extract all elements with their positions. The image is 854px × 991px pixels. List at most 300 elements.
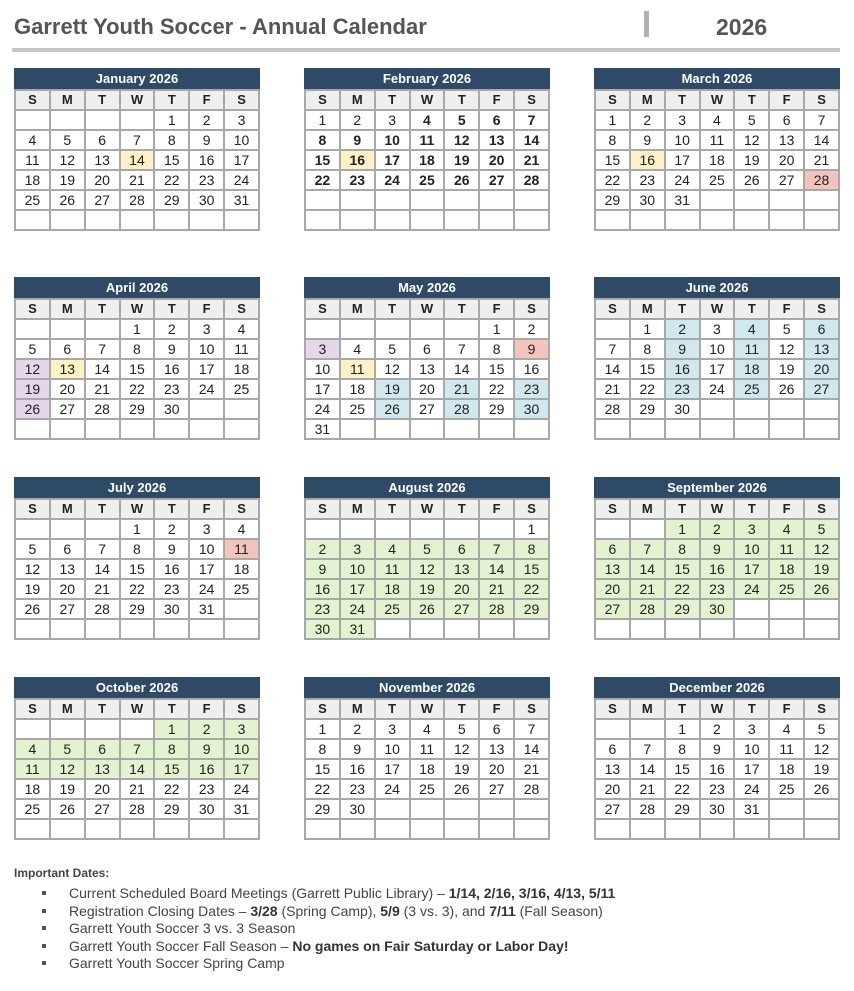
empty-cell (189, 819, 224, 839)
day-cell: 14 (630, 559, 665, 579)
empty-cell (375, 799, 410, 819)
day-cell: 16 (514, 359, 549, 379)
day-cell: 6 (85, 130, 120, 150)
day-cell: 9 (340, 130, 375, 150)
weekday-label: T (444, 299, 479, 319)
day-cell: 6 (479, 719, 514, 739)
empty-cell (769, 619, 804, 639)
empty-cell (189, 210, 224, 230)
empty-cell (120, 419, 155, 439)
weekday-label: F (769, 699, 804, 719)
day-cell: 27 (50, 599, 85, 619)
day-cell: 8 (630, 339, 665, 359)
weekday-label: F (769, 499, 804, 519)
day-cell: 14 (514, 130, 549, 150)
day-cell: 6 (410, 339, 445, 359)
empty-cell (665, 210, 700, 230)
week-row (305, 739, 549, 759)
day-cell: 10 (700, 339, 735, 359)
day-cell: 23 (630, 170, 665, 190)
day-cell: 7 (514, 110, 549, 130)
week-row (595, 599, 839, 619)
empty-cell (305, 210, 340, 230)
empty-cell (375, 210, 410, 230)
empty-cell (15, 619, 50, 639)
day-cell: 2 (514, 319, 549, 339)
day-cell: 13 (50, 559, 85, 579)
day-cell: 9 (630, 130, 665, 150)
weekday-label: S (224, 299, 259, 319)
weekday-header-row (305, 90, 549, 110)
day-cell: 24 (189, 579, 224, 599)
legend-text: 1/14, 2/16, 3/16, 4/13, 5/11 (448, 885, 616, 901)
day-cell: 2 (189, 110, 224, 130)
empty-cell (375, 619, 410, 639)
day-cell: 4 (769, 719, 804, 739)
day-cell: 23 (700, 579, 735, 599)
day-cell: 27 (595, 799, 630, 819)
week-row (305, 579, 549, 599)
day-cell: 9 (514, 339, 549, 359)
empty-cell (700, 399, 735, 419)
empty-cell (305, 319, 340, 339)
day-cell: 16 (189, 759, 224, 779)
empty-cell (154, 210, 189, 230)
legend-text: 5/9 (380, 902, 400, 919)
empty-cell (665, 419, 700, 439)
day-cell: 14 (804, 130, 839, 150)
weekday-label: W (120, 299, 155, 319)
empty-cell (375, 419, 410, 439)
day-cell: 25 (734, 379, 769, 399)
day-cell: 12 (444, 130, 479, 150)
day-cell: 23 (189, 779, 224, 799)
month-calendar (594, 277, 840, 440)
day-cell: 11 (375, 559, 410, 579)
day-cell: 17 (189, 359, 224, 379)
empty-cell (734, 399, 769, 419)
day-cell: 18 (700, 150, 735, 170)
week-row (305, 110, 549, 130)
day-cell: 10 (224, 739, 259, 759)
day-cell: 3 (375, 110, 410, 130)
week-row (305, 319, 549, 339)
legend-text: (Fall Season) (515, 902, 603, 919)
empty-cell (665, 819, 700, 839)
bullet-icon (42, 891, 46, 895)
empty-cell (804, 419, 839, 439)
empty-cell (50, 719, 85, 739)
day-cell: 16 (189, 150, 224, 170)
empty-cell (375, 190, 410, 210)
weekday-label: F (479, 699, 514, 719)
week-row (305, 210, 549, 230)
week-row (305, 399, 549, 419)
day-cell: 16 (340, 759, 375, 779)
day-cell: 14 (514, 739, 549, 759)
day-cell: 9 (154, 339, 189, 359)
day-cell: 15 (120, 359, 155, 379)
month-title: August 2026 (304, 477, 550, 498)
day-cell: 12 (804, 539, 839, 559)
day-cell: 24 (734, 579, 769, 599)
day-cell: 18 (410, 150, 445, 170)
empty-cell (734, 619, 769, 639)
day-cell: 18 (224, 359, 259, 379)
empty-cell (410, 210, 445, 230)
weekday-label: S (595, 299, 630, 319)
day-cell: 5 (375, 339, 410, 359)
day-cell: 4 (340, 339, 375, 359)
week-row (595, 559, 839, 579)
empty-cell (15, 519, 50, 539)
weekday-label: M (630, 699, 665, 719)
empty-cell (120, 719, 155, 739)
week-row (595, 150, 839, 170)
day-cell: 3 (734, 519, 769, 539)
day-cell: 29 (305, 799, 340, 819)
empty-cell (50, 210, 85, 230)
empty-cell (340, 419, 375, 439)
bullet-icon (42, 926, 46, 930)
weekday-label: M (340, 499, 375, 519)
day-cell: 17 (375, 759, 410, 779)
day-cell: 13 (595, 559, 630, 579)
week-row (305, 599, 549, 619)
day-cell: 8 (154, 739, 189, 759)
month-title: December 2026 (594, 677, 840, 698)
weekday-header-row (595, 90, 839, 110)
weekday-header-row (15, 90, 259, 110)
day-cell: 13 (444, 559, 479, 579)
empty-cell (375, 319, 410, 339)
day-cell: 10 (375, 739, 410, 759)
day-cell: 5 (804, 519, 839, 539)
day-cell: 22 (120, 379, 155, 399)
weekday-label: M (630, 299, 665, 319)
day-cell: 16 (700, 559, 735, 579)
empty-cell (804, 799, 839, 819)
weekday-label: S (15, 499, 50, 519)
empty-cell (85, 419, 120, 439)
day-cell: 21 (630, 579, 665, 599)
weekday-label: S (514, 699, 549, 719)
empty-cell (630, 419, 665, 439)
week-row (305, 559, 549, 579)
day-cell: 29 (665, 599, 700, 619)
day-cell: 17 (375, 150, 410, 170)
day-cell: 6 (804, 319, 839, 339)
day-cell: 11 (769, 739, 804, 759)
day-cell: 13 (85, 150, 120, 170)
week-row (305, 190, 549, 210)
day-cell: 20 (595, 579, 630, 599)
weekday-label: W (700, 90, 735, 110)
legend-text: 3/28 (250, 902, 278, 919)
month-title: November 2026 (304, 677, 550, 698)
day-cell: 27 (444, 599, 479, 619)
day-cell: 2 (340, 110, 375, 130)
day-cell: 8 (479, 339, 514, 359)
week-row (15, 739, 259, 759)
empty-cell (444, 819, 479, 839)
day-cell: 20 (479, 759, 514, 779)
day-cell: 29 (120, 399, 155, 419)
week-row (595, 190, 839, 210)
day-cell: 30 (514, 399, 549, 419)
empty-cell (804, 619, 839, 639)
weekday-label: F (189, 699, 224, 719)
weekday-label: S (514, 499, 549, 519)
empty-cell (595, 319, 630, 339)
day-cell: 10 (189, 339, 224, 359)
month-calendar (14, 68, 260, 231)
day-cell: 26 (15, 399, 50, 419)
weekday-label: T (665, 299, 700, 319)
day-cell: 30 (154, 599, 189, 619)
day-cell: 28 (804, 170, 839, 190)
weekday-label: S (305, 299, 340, 319)
day-cell: 22 (154, 779, 189, 799)
day-cell: 21 (804, 150, 839, 170)
day-cell: 6 (769, 110, 804, 130)
empty-cell (340, 519, 375, 539)
day-cell: 28 (85, 399, 120, 419)
weekday-label: W (700, 299, 735, 319)
empty-cell (85, 619, 120, 639)
empty-cell (769, 419, 804, 439)
empty-cell (630, 519, 665, 539)
week-row (305, 170, 549, 190)
day-cell: 24 (734, 779, 769, 799)
day-cell: 3 (189, 319, 224, 339)
month-title: February 2026 (304, 68, 550, 89)
day-cell: 8 (595, 130, 630, 150)
day-cell: 24 (224, 779, 259, 799)
empty-cell (479, 519, 514, 539)
day-cell: 7 (85, 539, 120, 559)
week-row (595, 759, 839, 779)
day-cell: 12 (50, 759, 85, 779)
weekday-header-row (305, 699, 549, 719)
weekday-label: T (444, 699, 479, 719)
empty-cell (700, 419, 735, 439)
day-cell: 9 (189, 739, 224, 759)
bullet-icon (42, 909, 46, 913)
day-cell: 15 (305, 150, 340, 170)
weekday-header-row (305, 499, 549, 519)
week-row (305, 379, 549, 399)
day-cell: 3 (224, 110, 259, 130)
day-cell: 24 (375, 170, 410, 190)
empty-cell (595, 519, 630, 539)
day-cell: 16 (305, 579, 340, 599)
day-cell: 15 (595, 150, 630, 170)
day-cell: 10 (665, 130, 700, 150)
empty-cell (444, 319, 479, 339)
day-cell: 6 (595, 739, 630, 759)
day-cell: 3 (189, 519, 224, 539)
day-cell: 6 (85, 739, 120, 759)
day-cell: 27 (50, 399, 85, 419)
weekday-label: S (224, 90, 259, 110)
day-cell: 27 (410, 399, 445, 419)
empty-cell (224, 210, 259, 230)
day-cell: 13 (50, 359, 85, 379)
day-cell: 9 (665, 339, 700, 359)
empty-cell (734, 419, 769, 439)
header-rule (12, 48, 840, 52)
day-cell: 4 (734, 319, 769, 339)
important-dates-legend (40, 884, 842, 972)
weekday-label: S (804, 90, 839, 110)
day-cell: 11 (410, 130, 445, 150)
day-cell: 30 (700, 599, 735, 619)
day-cell: 28 (630, 599, 665, 619)
day-cell: 2 (154, 319, 189, 339)
week-row (15, 150, 259, 170)
day-cell: 9 (154, 539, 189, 559)
day-cell: 5 (769, 319, 804, 339)
weekday-label: S (804, 299, 839, 319)
empty-cell (85, 110, 120, 130)
empty-cell (444, 210, 479, 230)
day-cell: 8 (665, 739, 700, 759)
day-cell: 25 (224, 379, 259, 399)
empty-cell (120, 619, 155, 639)
empty-cell (224, 419, 259, 439)
day-cell: 21 (514, 759, 549, 779)
day-cell: 30 (665, 399, 700, 419)
day-cell: 23 (154, 379, 189, 399)
day-cell: 12 (15, 359, 50, 379)
day-cell: 8 (305, 130, 340, 150)
month-calendar (304, 68, 550, 231)
empty-cell (700, 619, 735, 639)
day-cell: 25 (410, 779, 445, 799)
day-cell: 10 (189, 539, 224, 559)
day-cell: 12 (50, 150, 85, 170)
empty-cell (50, 819, 85, 839)
week-row (15, 130, 259, 150)
legend-text: (3 vs. 3), and (399, 902, 490, 919)
day-cell: 8 (665, 539, 700, 559)
day-cell: 26 (804, 579, 839, 599)
week-row (15, 399, 259, 419)
day-cell: 5 (15, 539, 50, 559)
day-cell: 4 (15, 130, 50, 150)
empty-cell (804, 819, 839, 839)
weekday-label: M (630, 499, 665, 519)
legend-text: No games on Fair Saturday or Labor Day! (292, 937, 569, 954)
day-cell: 26 (734, 170, 769, 190)
day-cell: 17 (224, 759, 259, 779)
empty-cell (120, 210, 155, 230)
weekday-label: W (120, 499, 155, 519)
empty-cell (630, 210, 665, 230)
empty-cell (120, 819, 155, 839)
empty-cell (375, 519, 410, 539)
day-cell: 31 (189, 599, 224, 619)
day-cell: 10 (224, 130, 259, 150)
day-cell: 19 (769, 359, 804, 379)
day-cell: 26 (444, 170, 479, 190)
weekday-label: T (734, 699, 769, 719)
day-cell: 27 (595, 599, 630, 619)
weekday-label: F (189, 299, 224, 319)
weekday-header-row (15, 299, 259, 319)
day-cell: 4 (15, 739, 50, 759)
day-cell: 15 (154, 150, 189, 170)
week-row (15, 539, 259, 559)
day-cell: 3 (734, 719, 769, 739)
empty-cell (630, 619, 665, 639)
weekday-label: T (375, 299, 410, 319)
day-cell: 6 (444, 539, 479, 559)
month-calendar (304, 677, 550, 840)
empty-cell (595, 619, 630, 639)
day-cell: 17 (700, 359, 735, 379)
day-cell: 23 (665, 379, 700, 399)
weekday-header-row (595, 499, 839, 519)
day-cell: 17 (665, 150, 700, 170)
day-cell: 29 (120, 599, 155, 619)
day-cell: 5 (444, 110, 479, 130)
day-cell: 11 (224, 339, 259, 359)
day-cell: 14 (85, 359, 120, 379)
day-cell: 25 (769, 779, 804, 799)
day-cell: 21 (514, 150, 549, 170)
weekday-label: T (154, 299, 189, 319)
empty-cell (85, 719, 120, 739)
day-cell: 1 (120, 319, 155, 339)
weekday-label: T (665, 499, 700, 519)
week-row (595, 339, 839, 359)
day-cell: 15 (630, 359, 665, 379)
day-cell: 16 (154, 559, 189, 579)
empty-cell (444, 799, 479, 819)
empty-cell (734, 190, 769, 210)
empty-cell (340, 190, 375, 210)
day-cell: 29 (595, 190, 630, 210)
weekday-label: T (375, 499, 410, 519)
day-cell: 7 (479, 539, 514, 559)
weekday-label: F (479, 499, 514, 519)
legend-text: Garrett Youth Soccer Spring Camp (69, 955, 285, 972)
empty-cell (50, 619, 85, 639)
empty-cell (595, 210, 630, 230)
empty-cell (734, 210, 769, 230)
weekday-label: S (224, 499, 259, 519)
day-cell: 23 (514, 379, 549, 399)
day-cell: 19 (375, 379, 410, 399)
week-row (305, 419, 549, 439)
day-cell: 8 (514, 539, 549, 559)
day-cell: 22 (665, 779, 700, 799)
empty-cell (85, 210, 120, 230)
day-cell: 1 (120, 519, 155, 539)
day-cell: 3 (340, 539, 375, 559)
day-cell: 2 (665, 319, 700, 339)
legend-item (40, 954, 842, 972)
day-cell: 1 (305, 719, 340, 739)
day-cell: 14 (85, 559, 120, 579)
day-cell: 13 (479, 739, 514, 759)
empty-cell (189, 419, 224, 439)
day-cell: 26 (804, 779, 839, 799)
empty-cell (15, 819, 50, 839)
empty-cell (410, 319, 445, 339)
